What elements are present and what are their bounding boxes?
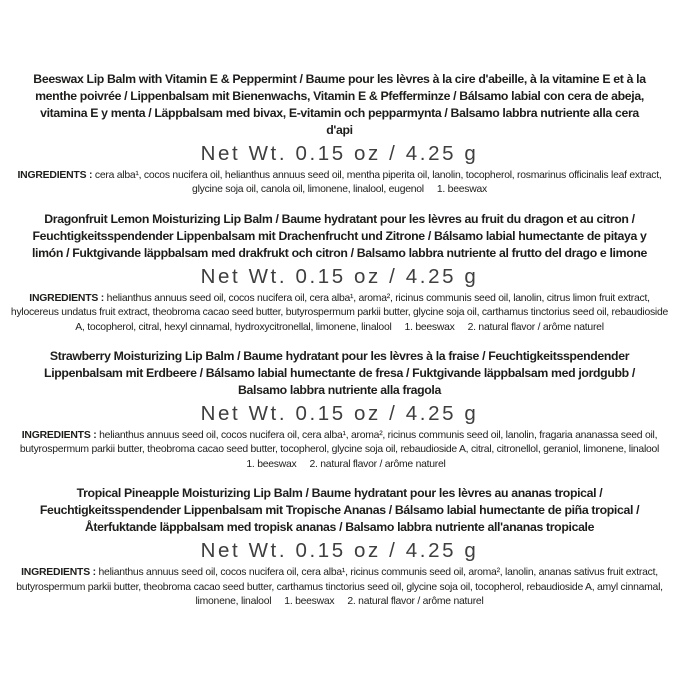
product-title: Strawberry Moisturizing Lip Balm / Baume hydratant pour les lèvres à la fraise / Feuchtigkeitsspendender Lippenbalsam mit Erdbeere / Bálsamo labial humectante de fresa / Fuktgivande läppbalsam med jordgubb / Balsamo labbra nutriente alla fragola [44,349,635,398]
footnote: 2. natural flavor / arôme naturel [467,321,604,333]
footnote: 1. beeswax [404,321,455,333]
product-section-beeswax [0,71,679,198]
net-weight: Net Wt. 0.15 oz / 4.25 g [200,402,479,426]
footnote: 1. beeswax [246,458,297,470]
ingredients-text: helianthus annuus seed oil, cocos nucifera oil, cera alba¹, aroma², ricinus communis seed oil, lanolin, fragaria ananassa seed oil, butyrospermum parkii butter, theobroma cacao seed butter, tocopherol, glycine soja oil, rebaudioside A, citral, citronellol, geraniol, limonene, linalool [19,430,660,456]
product-section-tropical-pineapple [0,485,679,609]
ingredients-paragraph [7,169,672,198]
ingredients-label: INGREDIENTS : [21,430,97,442]
footnote: 2. natural flavor / arôme naturel [309,458,446,470]
ingredients-text: helianthus annuus seed oil, cocos nucifera oil, cera alba¹, ricinus communis seed oil, aroma², lanolin, ananas sativus fruit extract, butyrospermum parkii butter, theobroma cacao seed butter, carthamus tinctorius seed oil, glycine soja oil, tocopherol, rebaudioside A, amyl cinnamal, limonene, linalool [16,567,663,608]
ingredients-text: cera alba¹, cocos nucifera oil, helianthus annuus seed oil, mentha piperita oil, lanolin, tocopherol, rosmarinus officinalis leaf extract, glycine soja oil, canola oil, limonene, linalool, eugenol [94,170,662,196]
ingredients-paragraph [7,429,672,472]
footnote: 2. natural flavor / arôme naturel [347,596,484,608]
footnote: 1. beeswax [436,184,487,196]
net-weight: Net Wt. 0.15 oz / 4.25 g [200,264,479,288]
net-weight: Net Wt. 0.15 oz / 4.25 g [200,539,479,563]
ingredients-paragraph [7,566,672,609]
product-title: Tropical Pineapple Moisturizing Lip Balm / Baume hydratant pour les lèvres au ananas tropical / Feuchtigkeitsspendender Lippenbalsam mit Tropische Ananas / Bálsamo labial humectante de piña tropical / Återfuktande läppbalsam med tropisk ananas / Balsamo labbra nutriente all'ananas tropicale [39,486,640,535]
product-title: Dragonfruit Lemon Moisturizing Lip Balm / Baume hydratant pour les lèvres au fruit du dragon et au citron / Feuchtigkeitsspendender Lippenbalsam mit Drachenfrucht und Zitrone / Bálsamo labial humectante de pitaya y limón / Fuktgivande läppbalsam med drakfrukt och citron / Balsamo labbra nutriente al frutto del drago e limone [31,211,648,260]
ingredients-label: INGREDIENTS : [21,567,96,579]
net-weight: Net Wt. 0.15 oz / 4.25 g [200,142,479,165]
ingredients-label: INGREDIENTS : [29,292,105,304]
ingredients-paragraph [7,292,672,335]
ingredients-text: helianthus annuus seed oil, cocos nucifera oil, cera alba¹, aroma², ricinus communis seed oil, lanolin, citrus limon fruit extract, hylocereus undatus fruit extract, theobroma cacao seed butter, butyrospermum parkii butter, glycine soja oil, carthamus tinctorius seed oil, rebaudioside A, tocopherol, citral, hexyl cinnamal, hydroxycitronellal, limonene, linalool [10,292,669,333]
footnote: 1. beeswax [284,596,335,608]
ingredients-label: INGREDIENTS : [17,170,93,181]
product-section-dragonfruit-lemon [0,211,679,335]
product-section-strawberry [0,348,679,472]
product-title: Beeswax Lip Balm with Vitamin E & Peppermint / Baume pour les lèvres à la cire d'abeille, à la vitamine E et à la menthe poivrée / Lippenbalsam mit Bienenwachs, Vitamin E & Pfefferminze / Bálsamo labial con cera de abeja, vitamina E y menta / Läppbalsam med bivax, E-vitamin och pepparmynta / Balsamo labbra nutriente alla cera d'api [33,72,646,137]
